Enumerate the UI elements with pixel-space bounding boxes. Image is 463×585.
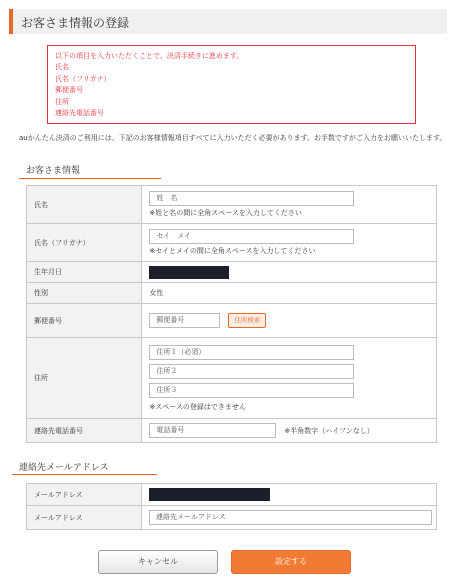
row-address	[27, 338, 437, 419]
name-cell	[142, 186, 437, 224]
cancel-button[interactable]: キャンセル	[98, 550, 218, 574]
email2-input[interactable]: 連絡先メールアドレス	[149, 510, 432, 525]
email-table	[26, 483, 437, 530]
email-section-underline	[12, 474, 157, 475]
address-line2-input[interactable]: 住所２	[149, 364, 354, 379]
kana-input[interactable]: セイ メイ	[149, 229, 354, 244]
row-postal	[27, 304, 437, 338]
page-header	[9, 9, 447, 34]
row-birthdate	[27, 262, 437, 283]
error-item: 氏名（フリガナ）	[55, 74, 111, 83]
postal-label: 郵便番号	[27, 304, 142, 338]
row-gender	[27, 283, 437, 304]
phone-label: 連絡先電話番号	[27, 419, 142, 443]
error-item: 郵便番号	[55, 86, 83, 95]
kana-label: 氏名（フリガナ）	[27, 224, 142, 262]
row-phone	[27, 419, 437, 443]
phone-cell	[142, 419, 437, 443]
phone-note: ※半角数字（ハイフンなし）	[284, 426, 374, 435]
row-email1	[27, 484, 437, 506]
email-section-title: 連絡先メールアドレス	[19, 463, 109, 473]
error-item: 住所	[55, 97, 69, 106]
customer-section-title: お客さま情報	[26, 166, 81, 176]
name-input[interactable]: 姓 名	[149, 191, 354, 206]
row-kana	[27, 224, 437, 262]
email1-masked-value	[149, 488, 270, 501]
phone-input[interactable]: 電話番号	[149, 423, 276, 438]
gender-label: 性別	[27, 283, 142, 304]
kana-cell	[142, 224, 437, 262]
email2-cell	[142, 506, 437, 530]
error-item: 氏名	[55, 63, 69, 72]
postal-cell	[142, 304, 437, 338]
error-heading: 以下の項目を入力いただくことで、決済手続きに進めます。	[55, 52, 244, 60]
address-line1-input[interactable]: 住所１（必須）	[149, 345, 354, 360]
address-label: 住所	[27, 338, 142, 419]
submit-button[interactable]: 設定する	[231, 550, 351, 574]
birthdate-masked-value	[149, 266, 229, 279]
email1-label: メールアドレス	[27, 484, 142, 506]
error-box	[47, 45, 416, 124]
birthdate-cell	[142, 262, 437, 283]
kana-note: ※セイとメイの間に全角スペースを入力してください	[149, 247, 316, 255]
error-item: 連絡先電話番号	[55, 109, 104, 118]
customer-info-table	[26, 185, 437, 443]
address-line3-input[interactable]: 住所３	[149, 383, 354, 398]
address-note: ※スペースの登録はできません	[149, 402, 246, 411]
email1-cell	[142, 484, 437, 506]
name-label: 氏名	[27, 186, 142, 224]
address-search-button[interactable]: 住所検索	[228, 313, 266, 328]
row-email2	[27, 506, 437, 530]
page-title: お客さま情報の登録	[21, 16, 130, 30]
gender-value: 女性	[142, 283, 437, 304]
notice-text: auかんたん決済のご利用には、下記のお客様情報項目すべてに入力いただく必要があります。お手数ですがご入力をお願いいたします。	[19, 134, 447, 142]
postal-input[interactable]: 郵便番号	[149, 313, 220, 328]
birthdate-label: 生年月日	[27, 262, 142, 283]
email2-label: メールアドレス	[27, 506, 142, 530]
row-name	[27, 186, 437, 224]
name-note: ※姓と名の間に全角スペースを入力してください	[149, 209, 302, 217]
customer-section-underline	[19, 178, 161, 179]
address-cell	[142, 338, 437, 419]
